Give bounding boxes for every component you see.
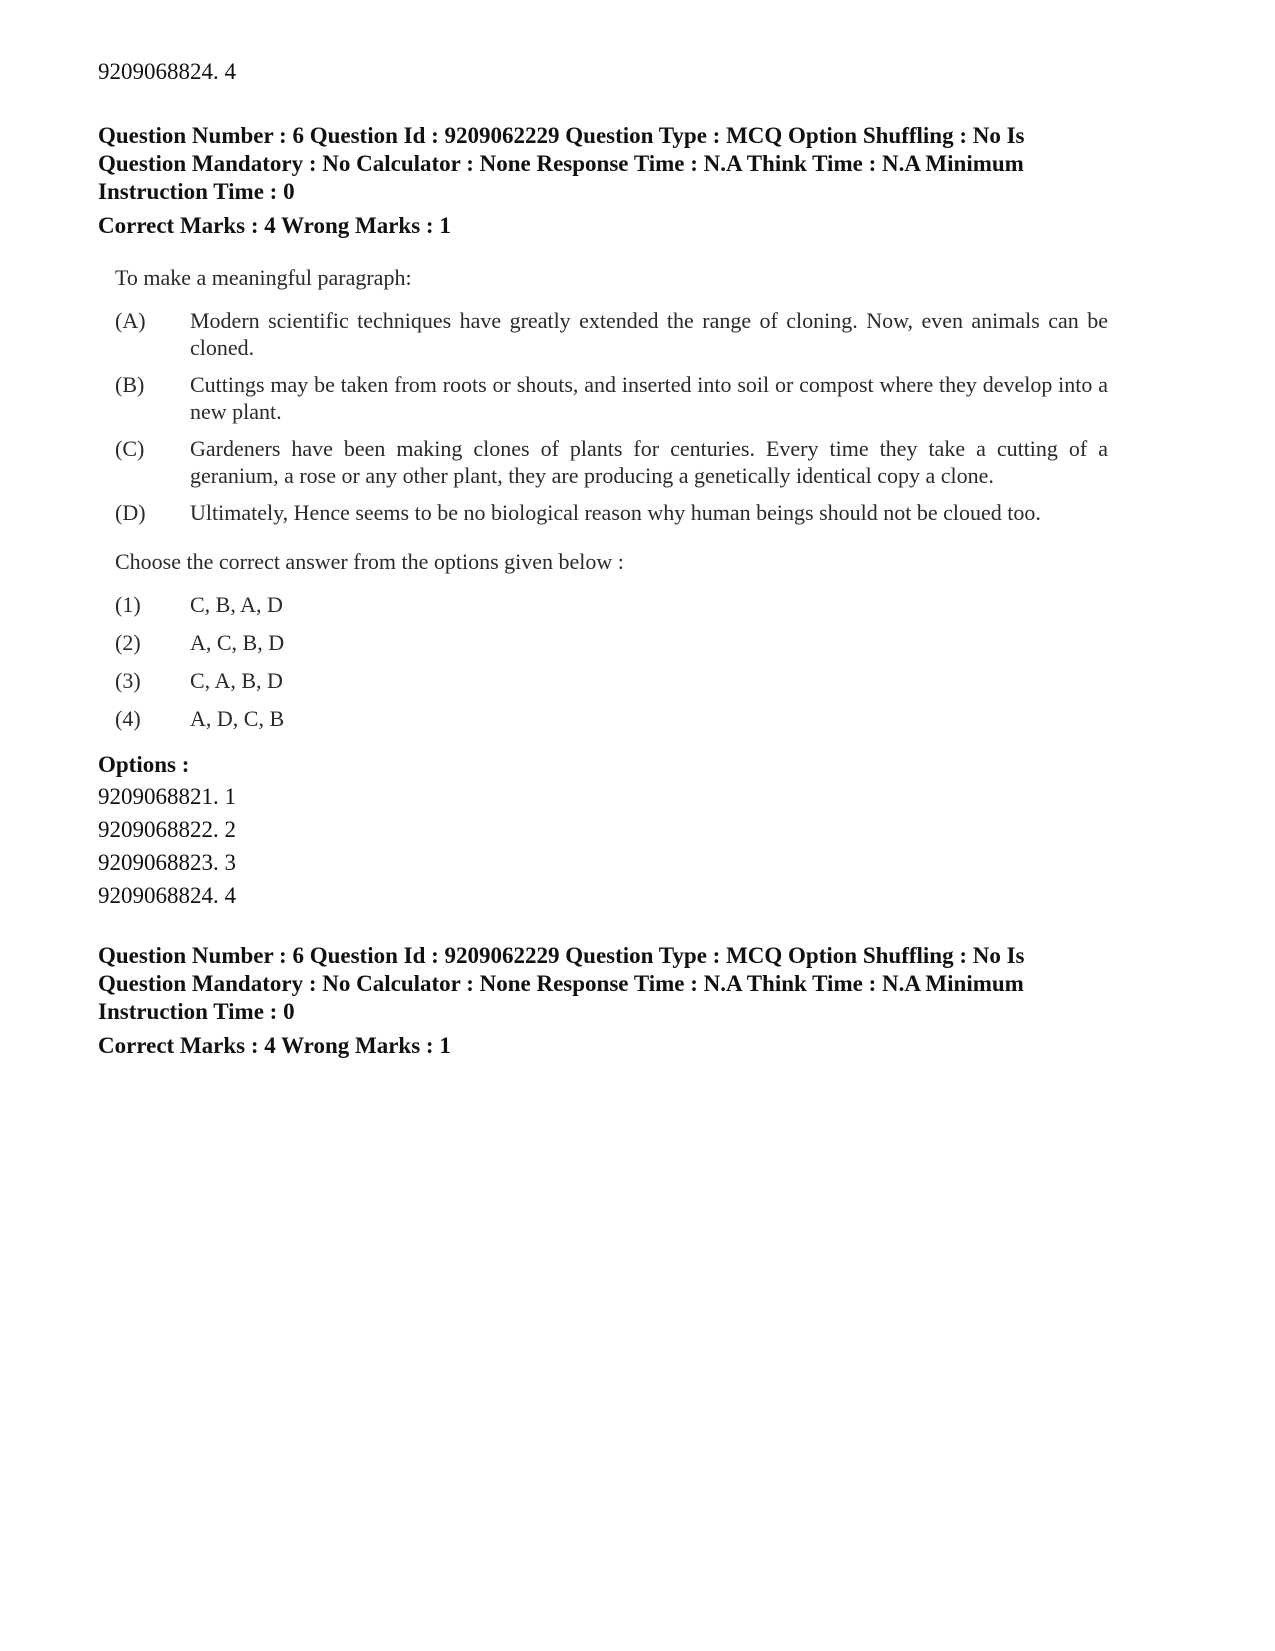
document-page xyxy=(98,58,1108,1060)
answer-option-4 xyxy=(115,705,1108,732)
answer-option-text: C, B, A, D xyxy=(190,592,283,617)
question-marks-line: Correct Marks : 4 Wrong Marks : 1 xyxy=(98,213,451,238)
question-meta-line-3: Instruction Time : 0 xyxy=(98,179,295,204)
statement-text: Cuttings may be taken from roots or shouts, and inserted into soil or compost where they develop into a new plant. xyxy=(190,372,1108,424)
options-heading: Options : xyxy=(98,752,190,777)
option-id-line: 9209068823. 3 xyxy=(98,850,236,875)
option-id-line: 9209068821. 1 xyxy=(98,784,236,809)
answer-option-2 xyxy=(115,629,1108,656)
statement-c xyxy=(115,435,1108,489)
question-meta-line-3: Instruction Time : 0 xyxy=(98,999,295,1024)
statement-label: (A) xyxy=(115,308,146,333)
question-body xyxy=(115,264,1108,732)
statement-text: Modern scientific techniques have greatly extended the range of cloning. Now, even animals can be cloned. xyxy=(190,308,1108,360)
option-id-line: 9209068822. 2 xyxy=(98,817,236,842)
answer-option-1 xyxy=(115,591,1108,618)
statement-label: (B) xyxy=(115,372,145,397)
answer-option-label: (4) xyxy=(115,706,141,731)
answer-option-3 xyxy=(115,667,1108,694)
answer-option-text: A, D, C, B xyxy=(190,706,285,731)
answer-option-label: (1) xyxy=(115,592,141,617)
question-intro: To make a meaningful paragraph: xyxy=(115,265,412,290)
question-marks-line: Correct Marks : 4 Wrong Marks : 1 xyxy=(98,1033,451,1058)
answer-option-label: (3) xyxy=(115,668,141,693)
statement-label: (D) xyxy=(115,500,146,525)
statement-label: (C) xyxy=(115,436,145,461)
question-meta-line-1: Question Number : 6 Question Id : 9209062229 Question Type : MCQ Option Shuffling : No Is xyxy=(98,123,1025,148)
answer-option-label: (2) xyxy=(115,630,141,655)
question-meta-line-1: Question Number : 6 Question Id : 9209062229 Question Type : MCQ Option Shuffling : No Is xyxy=(98,943,1025,968)
question-meta-line-2: Question Mandatory : No Calculator : None Response Time : N.A Think Time : N.A Minimum xyxy=(98,151,1024,176)
question-header-1 xyxy=(98,122,1108,240)
statement-b xyxy=(115,371,1108,425)
statement-text: Gardeners have been making clones of plants for centuries. Every time they take a cutting of a geranium, a rose or any other plant, they are producing a genetically identical copy a clone. xyxy=(190,436,1108,488)
previous-answer-line: 9209068824. 4 xyxy=(98,59,236,84)
question-meta-line-2: Question Mandatory : No Calculator : None Response Time : N.A Think Time : N.A Minimum xyxy=(98,971,1024,996)
answer-option-text: C, A, B, D xyxy=(190,668,283,693)
question-header-2 xyxy=(98,942,1108,1060)
option-id-line: 9209068824. 4 xyxy=(98,883,236,908)
statement-d xyxy=(115,499,1108,526)
statement-a xyxy=(115,307,1108,361)
answer-option-text: A, C, B, D xyxy=(190,630,285,655)
choose-instruction: Choose the correct answer from the options given below : xyxy=(115,549,624,574)
statement-text: Ultimately, Hence seems to be no biological reason why human beings should not be cloued too. xyxy=(190,500,1041,525)
